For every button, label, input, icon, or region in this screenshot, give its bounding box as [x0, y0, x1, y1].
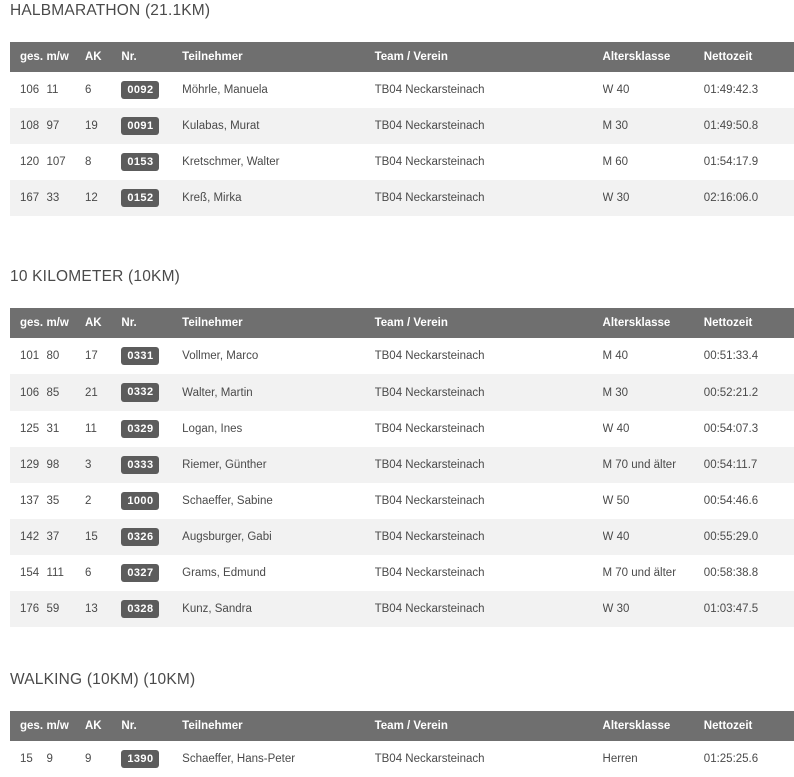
column-header-mw[interactable]: m/w: [46, 711, 84, 741]
cell-mw: 80: [46, 338, 84, 374]
cell-nr: [121, 180, 182, 216]
cell-nettozeit: 00:54:11.7: [704, 447, 794, 483]
cell-nettozeit: 00:51:33.4: [704, 338, 794, 374]
column-header-nr[interactable]: Nr.: [121, 42, 182, 72]
cell-altersklasse: M 40: [603, 338, 704, 374]
cell-ges: 137: [10, 483, 46, 519]
cell-nettozeit: 00:54:07.3: [704, 411, 794, 447]
cell-altersklasse: W 50: [603, 483, 704, 519]
column-header-nr[interactable]: Nr.: [121, 308, 182, 338]
bib-number: 0333: [121, 456, 159, 474]
cell-team: TB04 Neckarsteinach: [375, 447, 603, 483]
cell-teilnehmer: Walter, Martin: [182, 374, 374, 410]
cell-team: TB04 Neckarsteinach: [375, 108, 603, 144]
cell-ak: 13: [85, 591, 121, 627]
column-header-nettozeit[interactable]: Nettozeit: [704, 42, 794, 72]
table-body: [10, 741, 794, 777]
cell-nettozeit: 00:52:21.2: [704, 374, 794, 410]
table-row[interactable]: [10, 741, 794, 777]
column-header-nettozeit[interactable]: Nettozeit: [704, 711, 794, 741]
cell-nettozeit: 01:49:50.8: [704, 108, 794, 144]
cell-ges: 142: [10, 519, 46, 555]
table-row[interactable]: [10, 108, 794, 144]
section-title: 10 KILOMETER (10KM): [10, 268, 181, 286]
cell-ak: 11: [85, 411, 121, 447]
cell-altersklasse: M 30: [603, 108, 704, 144]
cell-team: TB04 Neckarsteinach: [375, 591, 603, 627]
cell-ak: 2: [85, 483, 121, 519]
table-row[interactable]: [10, 411, 794, 447]
results-section-halbmarathon: [0, 0, 794, 216]
cell-ges: 106: [10, 72, 46, 108]
cell-nr: [121, 144, 182, 180]
cell-ak: 8: [85, 144, 121, 180]
cell-mw: 9: [46, 741, 84, 777]
cell-teilnehmer: Kunz, Sandra: [182, 591, 374, 627]
column-header-altersklasse[interactable]: Altersklasse: [603, 42, 704, 72]
cell-nettozeit: 01:03:47.5: [704, 591, 794, 627]
cell-teilnehmer: Riemer, Günther: [182, 447, 374, 483]
table-row[interactable]: [10, 519, 794, 555]
bib-number: 0332: [121, 383, 159, 401]
bib-number: 1000: [121, 492, 159, 510]
cell-nettozeit: 01:54:17.9: [704, 144, 794, 180]
cell-nr: [121, 555, 182, 591]
cell-altersklasse: W 40: [603, 72, 704, 108]
cell-nettozeit: 00:54:46.6: [704, 483, 794, 519]
table-row[interactable]: [10, 483, 794, 519]
cell-nr: [121, 338, 182, 374]
bib-number: 0091: [121, 117, 159, 135]
cell-mw: 31: [46, 411, 84, 447]
cell-mw: 37: [46, 519, 84, 555]
cell-team: TB04 Neckarsteinach: [375, 519, 603, 555]
cell-team: TB04 Neckarsteinach: [375, 72, 603, 108]
bib-number: 0152: [121, 189, 159, 207]
cell-ges: 176: [10, 591, 46, 627]
cell-nettozeit: 01:49:42.3: [704, 72, 794, 108]
cell-ak: 6: [85, 555, 121, 591]
cell-ges: 108: [10, 108, 46, 144]
cell-teilnehmer: Augsburger, Gabi: [182, 519, 374, 555]
table-row[interactable]: [10, 591, 794, 627]
cell-teilnehmer: Logan, Ines: [182, 411, 374, 447]
cell-ak: 17: [85, 338, 121, 374]
table-row[interactable]: [10, 447, 794, 483]
cell-mw: 98: [46, 447, 84, 483]
spacer: [0, 20, 794, 42]
bib-number: 0328: [121, 600, 159, 618]
cell-nr: [121, 591, 182, 627]
cell-nr: [121, 374, 182, 410]
cell-team: TB04 Neckarsteinach: [375, 741, 603, 777]
cell-ges: 129: [10, 447, 46, 483]
cell-ges: 120: [10, 144, 46, 180]
results-section-walking: [0, 671, 794, 777]
cell-teilnehmer: Kreß, Mirka: [182, 180, 374, 216]
column-header-ges[interactable]: ges.: [10, 308, 46, 338]
column-header-team[interactable]: Team / Verein: [375, 711, 603, 741]
column-header-teilnehmer[interactable]: Teilnehmer: [182, 308, 374, 338]
cell-altersklasse: M 70 und älter: [603, 447, 704, 483]
cell-ges: 15: [10, 741, 46, 777]
cell-mw: 11: [46, 72, 84, 108]
cell-ak: 12: [85, 180, 121, 216]
table-row[interactable]: [10, 374, 794, 410]
cell-nr: [121, 519, 182, 555]
cell-team: TB04 Neckarsteinach: [375, 374, 603, 410]
results-table-halbmarathon: [10, 42, 794, 216]
column-header-ak[interactable]: AK: [85, 42, 121, 72]
cell-teilnehmer: Grams, Edmund: [182, 555, 374, 591]
cell-team: TB04 Neckarsteinach: [375, 555, 603, 591]
table-row[interactable]: [10, 144, 794, 180]
bib-number: 0329: [121, 420, 159, 438]
table-body: [10, 338, 794, 627]
cell-ak: 15: [85, 519, 121, 555]
column-header-nettozeit[interactable]: Nettozeit: [704, 308, 794, 338]
table-row[interactable]: [10, 555, 794, 591]
table-header-row: [10, 308, 794, 338]
cell-ges: 154: [10, 555, 46, 591]
table-header: [10, 42, 794, 72]
table-header-row: [10, 711, 794, 741]
cell-ges: 101: [10, 338, 46, 374]
cell-teilnehmer: Schaeffer, Hans-Peter: [182, 741, 374, 777]
section-title: WALKING (10KM) (10KM): [10, 671, 196, 689]
cell-mw: 107: [46, 144, 84, 180]
cell-ak: 21: [85, 374, 121, 410]
column-header-altersklasse[interactable]: Altersklasse: [603, 711, 704, 741]
cell-altersklasse: Herren: [603, 741, 704, 777]
cell-altersklasse: M 70 und älter: [603, 555, 704, 591]
cell-nettozeit: 01:25:25.6: [704, 741, 794, 777]
bib-number: 0331: [121, 347, 159, 365]
cell-mw: 33: [46, 180, 84, 216]
results-table-walking: [10, 711, 794, 777]
cell-nr: [121, 483, 182, 519]
section-title: HALBMARATHON (21.1KM): [10, 2, 211, 19]
cell-mw: 59: [46, 591, 84, 627]
cell-nr: [121, 108, 182, 144]
table-header-row: [10, 42, 794, 72]
column-header-team[interactable]: Team / Verein: [375, 42, 603, 72]
cell-mw: 111: [46, 555, 84, 591]
cell-ak: 19: [85, 108, 121, 144]
table-row[interactable]: [10, 72, 794, 108]
cell-nettozeit: 00:55:29.0: [704, 519, 794, 555]
column-header-ges[interactable]: ges.: [10, 711, 46, 741]
column-header-team[interactable]: Team / Verein: [375, 308, 603, 338]
bib-number: 0327: [121, 564, 159, 582]
cell-team: TB04 Neckarsteinach: [375, 483, 603, 519]
cell-mw: 97: [46, 108, 84, 144]
column-header-ak[interactable]: AK: [85, 711, 121, 741]
cell-ges: 167: [10, 180, 46, 216]
cell-nr: [121, 411, 182, 447]
table-header: [10, 308, 794, 338]
column-header-altersklasse[interactable]: Altersklasse: [603, 308, 704, 338]
spacer: [0, 286, 794, 308]
cell-team: TB04 Neckarsteinach: [375, 338, 603, 374]
cell-team: TB04 Neckarsteinach: [375, 180, 603, 216]
cell-teilnehmer: Kretschmer, Walter: [182, 144, 374, 180]
cell-teilnehmer: Möhrle, Manuela: [182, 72, 374, 108]
table-body: [10, 72, 794, 216]
column-header-ak[interactable]: AK: [85, 308, 121, 338]
cell-altersklasse: W 40: [603, 411, 704, 447]
column-header-ges[interactable]: ges.: [10, 42, 46, 72]
bib-number: 0153: [121, 153, 159, 171]
cell-team: TB04 Neckarsteinach: [375, 144, 603, 180]
cell-altersklasse: W 40: [603, 519, 704, 555]
cell-ak: 9: [85, 741, 121, 777]
results-section-10km: [0, 268, 794, 627]
cell-ak: 6: [85, 72, 121, 108]
cell-mw: 85: [46, 374, 84, 410]
cell-altersklasse: W 30: [603, 180, 704, 216]
cell-nr: [121, 447, 182, 483]
bib-number: 0092: [121, 81, 159, 99]
cell-teilnehmer: Schaeffer, Sabine: [182, 483, 374, 519]
spacer: [0, 627, 794, 671]
cell-teilnehmer: Kulabas, Murat: [182, 108, 374, 144]
column-header-mw[interactable]: m/w: [46, 42, 84, 72]
cell-ak: 3: [85, 447, 121, 483]
bib-number: 0326: [121, 528, 159, 546]
cell-teilnehmer: Vollmer, Marco: [182, 338, 374, 374]
cell-altersklasse: W 30: [603, 591, 704, 627]
table-row[interactable]: [10, 338, 794, 374]
results-table-10km: [10, 308, 794, 627]
bib-number: 1390: [121, 750, 159, 768]
cell-mw: 35: [46, 483, 84, 519]
spacer: [0, 689, 794, 711]
cell-altersklasse: M 60: [603, 144, 704, 180]
cell-nr: [121, 741, 182, 777]
column-header-teilnehmer[interactable]: Teilnehmer: [182, 42, 374, 72]
cell-nr: [121, 72, 182, 108]
cell-altersklasse: M 30: [603, 374, 704, 410]
cell-team: TB04 Neckarsteinach: [375, 411, 603, 447]
spacer: [0, 216, 794, 268]
cell-ges: 125: [10, 411, 46, 447]
cell-nettozeit: 02:16:06.0: [704, 180, 794, 216]
table-row[interactable]: [10, 180, 794, 216]
table-header: [10, 711, 794, 741]
column-header-mw[interactable]: m/w: [46, 308, 84, 338]
cell-ges: 106: [10, 374, 46, 410]
column-header-teilnehmer[interactable]: Teilnehmer: [182, 711, 374, 741]
column-header-nr[interactable]: Nr.: [121, 711, 182, 741]
cell-nettozeit: 00:58:38.8: [704, 555, 794, 591]
